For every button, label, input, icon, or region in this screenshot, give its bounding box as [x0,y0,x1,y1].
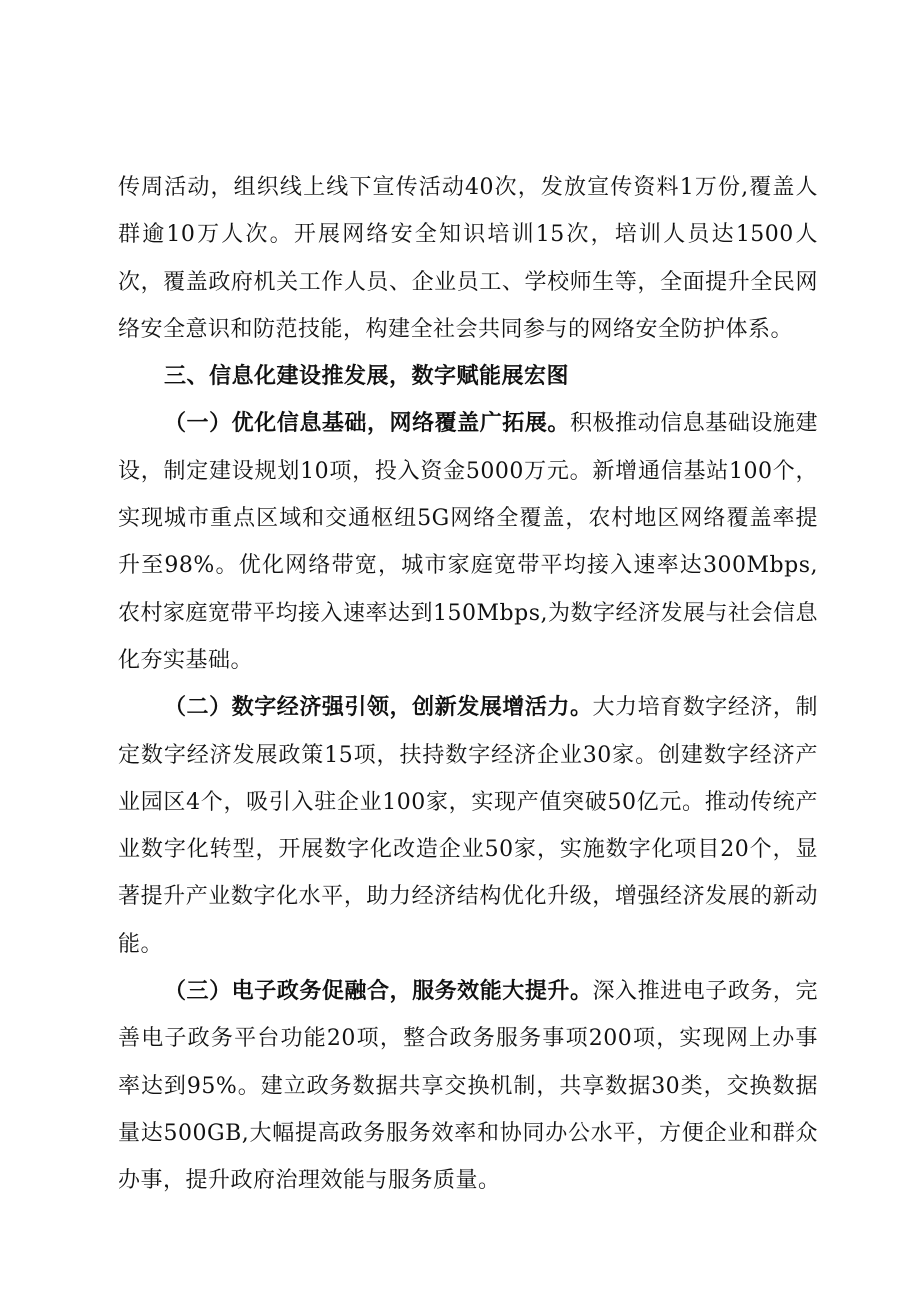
subsection-2 [118,684,818,968]
subsection-3 [118,968,818,1204]
document-body [118,164,818,1205]
subsection-1 [118,400,818,684]
subsection-2-body: 大力培育数字经济，制定数字经济发展政策15项，扶持数字经济企业30家。创建数字经济产业园区4个，吸引入驻企业100家，实现产值突破50亿元。推动传统产业数字化转型，开展数字化改造企业50家，实施数字化项目20个，显著提升产业数字化水平，助力经济结构优化升级，增强经济发展的新动能。 [118,695,818,957]
subsection-1-lead: （一）优化信息基础，网络覆盖广拓展。 [164,411,570,437]
subsection-1-body: 积极推动信息基础设施建设，制定建设规划10项，投入资金5000万元。新增通信基站100个，实现城市重点区域和交通枢纽5G网络全覆盖，农村地区网络覆盖率提升至98%。优化网络带宽，城市家庭宽带平均接入速率达300Mbps,农村家庭宽带平均接入速率达到150Mbps,为数字经济发展与社会信息化夯实基础。 [118,411,818,673]
section-heading: 三、信息化建设推发展，数字赋能展宏图 [164,364,570,390]
subsection-2-lead: （二）数字经济强引领，创新发展增活力。 [164,695,593,721]
subsection-3-lead: （三）电子政务促融合，服务效能大提升。 [164,979,593,1005]
subsection-3-body: 深入推进电子政务，完善电子政务平台功能20项，整合政务服务事项200项，实现网上办事率达到95%。建立政务数据共享交换机制，共享数据30类，交换数据量达500GB,大幅提高政务服务效率和协同办公水平，方便企业和群众办事，提升政府治理效能与服务质量。 [118,979,818,1194]
paragraph-continuation: 传周活动，组织线上线下宣传活动40次，发放宣传资料1万份,覆盖人群逾10万人次。开展网络安全知识培训15次，培训人员达1500人次，覆盖政府机关工作人员、企业员工、学校师生等，全面提升全民网络安全意识和防范技能，构建全社会共同参与的网络安全防护体系。 [118,175,818,342]
